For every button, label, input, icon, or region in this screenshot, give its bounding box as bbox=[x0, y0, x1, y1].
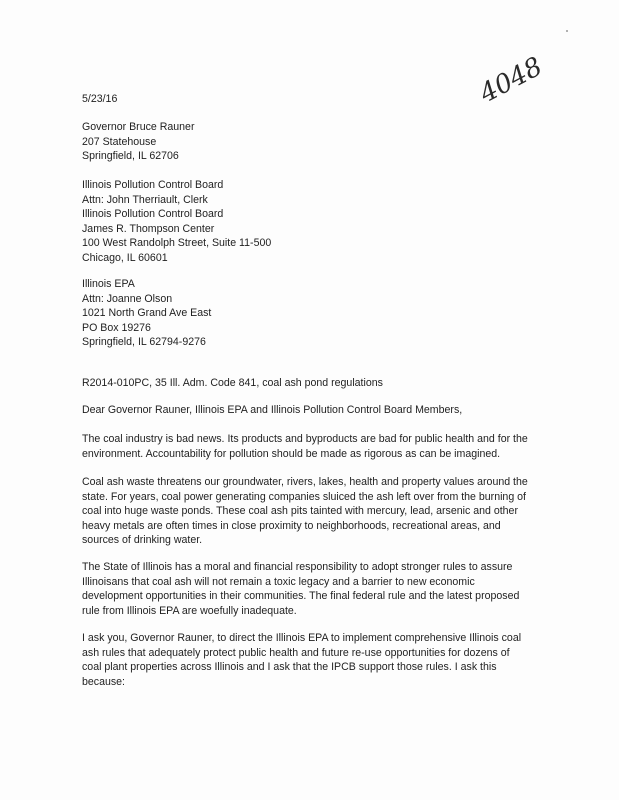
recipient-line: Illinois Pollution Control Board bbox=[82, 179, 224, 191]
recipient-line: PO Box 19276 bbox=[82, 321, 151, 334]
paragraph-1 bbox=[82, 432, 552, 461]
recipient-line: Illinois EPA bbox=[82, 278, 135, 290]
letter-date bbox=[82, 92, 552, 107]
paragraph-line: rule from Illinois EPA are woefully inadequate. bbox=[82, 604, 297, 617]
paragraph-line: coal plant properties across Illinois and I ask that the IPCB support those rules. I ask this bbox=[82, 661, 497, 674]
paragraph-line: heavy metals are often times in close proximity to neighborhoods, recreational areas, and bbox=[82, 519, 501, 532]
salutation-text: Dear Governor Rauner, Illinois EPA and Illinois Pollution Control Board Members, bbox=[82, 404, 463, 416]
paragraph-2 bbox=[82, 475, 552, 548]
recipient-line: Attn: John Therriault, Clerk bbox=[82, 193, 208, 206]
paragraph-line: sources of drinking water. bbox=[82, 534, 203, 547]
paragraph-line: state. For years, coal power generating companies sluiced the ash left over from the burning of bbox=[82, 490, 526, 503]
paragraph-line: environment. Accountability for pollution should be made as rigorous as can be imagined. bbox=[82, 447, 501, 460]
paragraph-line: development opportunities in their communities. The final federal rule and the latest proposed bbox=[82, 590, 520, 603]
recipient-line: 1021 North Grand Ave East bbox=[82, 307, 212, 320]
paragraph-line: Coal ash waste threatens our groundwater, rivers, lakes, health and property values around the bbox=[82, 476, 528, 488]
recipient-governor bbox=[82, 120, 552, 164]
recipient-illinois-epa bbox=[82, 277, 552, 350]
recipient-line: Springfield, IL 62794-9276 bbox=[82, 336, 206, 349]
paragraph-line: The State of Illinois has a moral and financial responsibility to adopt stronger rules to assure bbox=[82, 561, 513, 573]
recipient-line: Springfield, IL 62706 bbox=[82, 150, 179, 163]
scan-speck bbox=[566, 30, 568, 32]
paragraph-3 bbox=[82, 560, 552, 618]
date-text: 5/23/16 bbox=[82, 93, 118, 105]
salutation bbox=[82, 403, 552, 418]
subject-text: R2014-010PC, 35 Ill. Adm. Code 841, coal ash pond regulations bbox=[82, 377, 383, 389]
handwritten-mark-text: 4048 bbox=[474, 51, 548, 110]
paragraph-line: because: bbox=[82, 675, 125, 688]
recipient-pollution-board bbox=[82, 178, 552, 266]
paragraph-line: I ask you, Governor Rauner, to direct the Illinois EPA to implement comprehensive Illinois coal bbox=[82, 632, 522, 644]
paragraph-line: ash rules that adequately protect public health and future re-use opportunities for dozens of bbox=[82, 646, 510, 659]
recipient-line: 207 Statehouse bbox=[82, 135, 157, 148]
recipient-line: James R. Thompson Center bbox=[82, 222, 215, 235]
recipient-line: Attn: Joanne Olson bbox=[82, 292, 173, 305]
recipient-line: Governor Bruce Rauner bbox=[82, 121, 195, 133]
paragraph-line: The coal industry is bad news. Its products and byproducts are bad for public health and for the bbox=[82, 433, 528, 445]
paragraph-line: Illinoisans that coal ash will not remain a toxic legacy and a barrier to new economic bbox=[82, 575, 475, 588]
paragraph-line: coal into huge waste ponds. These coal ash pits tainted with mercury, lead, arsenic and other bbox=[82, 505, 518, 518]
recipient-line: 100 West Randolph Street, Suite 11-500 bbox=[82, 237, 272, 250]
subject-line bbox=[82, 376, 552, 391]
recipient-line: Illinois Pollution Control Board bbox=[82, 208, 224, 221]
recipient-line: Chicago, IL 60601 bbox=[82, 251, 168, 264]
paragraph-4 bbox=[82, 631, 552, 689]
